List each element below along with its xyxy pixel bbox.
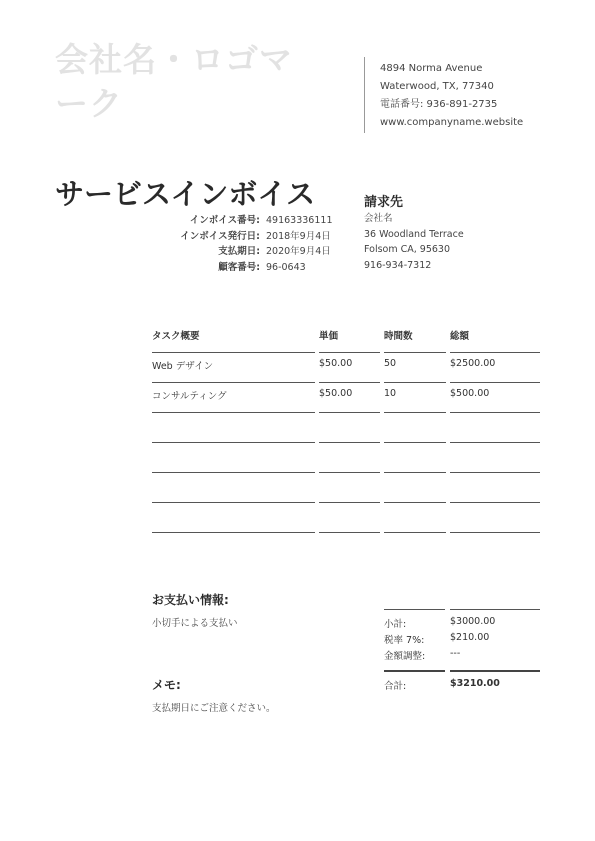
table-row-line (152, 382, 315, 383)
table-row-line (152, 352, 315, 353)
table-cell-unit-price: $50.00 (319, 358, 353, 369)
column-header-task-desc: タスク概要 (152, 331, 200, 342)
table-row-line (384, 442, 446, 443)
table-row-line (319, 502, 380, 503)
column-header-unit-price: 単価 (319, 331, 339, 342)
table-row-line (152, 442, 315, 443)
table-cell-amount: $500.00 (450, 388, 490, 399)
company-address (380, 60, 523, 132)
bill-to-block (364, 211, 464, 273)
table-cell-task-desc: Web デザイン (152, 361, 214, 372)
meta-value: 49163336111 (266, 215, 333, 226)
meta-value: 2018年9月4日 (266, 230, 331, 242)
table-row-line (450, 382, 540, 383)
table-cell-unit-price: $50.00 (319, 388, 353, 399)
table-row-line (319, 532, 380, 533)
table-row-line (450, 532, 540, 533)
table-row-line (319, 352, 380, 353)
table-row-line (450, 442, 540, 443)
tax-label: 税率 7%: (384, 635, 425, 646)
table-row-line (384, 382, 446, 383)
payment-info-text: 小切手による支払い (152, 618, 238, 629)
table-row-line (450, 472, 540, 473)
table-cell-task-desc: コンサルティング (152, 391, 227, 402)
bill-to-city: Folsom CA, 95630 (364, 244, 451, 255)
column-header-amount: 総額 (450, 331, 470, 342)
invoice-meta (150, 213, 350, 275)
table-row-line (384, 502, 446, 503)
total-label: 合計: (384, 681, 407, 692)
meta-label: インボイス番号: (189, 215, 260, 226)
company-website: www.companyname.website (380, 117, 524, 128)
table-row-line (384, 352, 446, 353)
table-row-line (152, 532, 315, 533)
table-row-line (450, 352, 540, 353)
tax-value: $210.00 (450, 632, 490, 643)
table-row-line (319, 412, 380, 413)
meta-row-invoice-number (150, 213, 350, 229)
adjustment-value: --- (450, 648, 461, 659)
table-row-line (152, 412, 315, 413)
memo-text: 支払期日にご注意ください。 (152, 703, 276, 714)
meta-row-due-date (150, 244, 350, 260)
table-row-line (384, 472, 446, 473)
bill-to-phone: 916-934-7312 (364, 259, 432, 271)
totals-sum-line-value (450, 670, 540, 672)
header-divider (364, 57, 365, 133)
company-address-line1: 4894 Norma Avenue (380, 63, 483, 74)
subtotal-value: $3000.00 (450, 616, 496, 627)
table-cell-hours: 10 (384, 388, 397, 399)
company-logo-text: 会社名・ロゴマーク (55, 40, 293, 123)
invoice-title: サービスインボイス (55, 177, 316, 211)
company-address-line2: Waterwood, TX, 77340 (380, 81, 494, 92)
totals-top-line-value (450, 609, 540, 610)
bill-to-name: 会社名 (364, 213, 393, 224)
bill-to-title: 請求先 (364, 195, 404, 210)
table-row-line (384, 532, 446, 533)
meta-row-customer-number (150, 260, 350, 276)
table-row-line (450, 412, 540, 413)
meta-label: インボイス発行日: (180, 230, 260, 242)
table-row-line (384, 412, 446, 413)
meta-label: 支払期日: (218, 246, 260, 257)
table-row-line (319, 382, 380, 383)
table-row-line (152, 472, 315, 473)
table-row-line (152, 502, 315, 503)
table-cell-hours: 50 (384, 358, 397, 369)
bill-to-street: 36 Woodland Terrace (364, 228, 464, 240)
meta-label: 顧客番号: (218, 261, 260, 273)
table-cell-amount: $2500.00 (450, 358, 496, 369)
subtotal-label: 小計: (384, 619, 407, 630)
meta-row-issue-date (150, 229, 350, 245)
column-header-hours: 時間数 (384, 331, 413, 342)
totals-sum-line-label (384, 670, 445, 672)
totals-top-line-label (384, 609, 445, 610)
meta-value: 96-0643 (266, 261, 306, 273)
payment-info-title: お支払い情報: (152, 593, 229, 607)
meta-value: 2020年9月4日 (266, 246, 331, 257)
adjustment-label: 金額調整: (384, 651, 426, 662)
table-row-line (319, 442, 380, 443)
table-row-line (450, 502, 540, 503)
table-row-line (319, 472, 380, 473)
memo-title: メモ: (152, 678, 181, 692)
company-phone: 電話番号: 936-891-2735 (380, 99, 498, 110)
total-value: $3210.00 (450, 678, 500, 689)
